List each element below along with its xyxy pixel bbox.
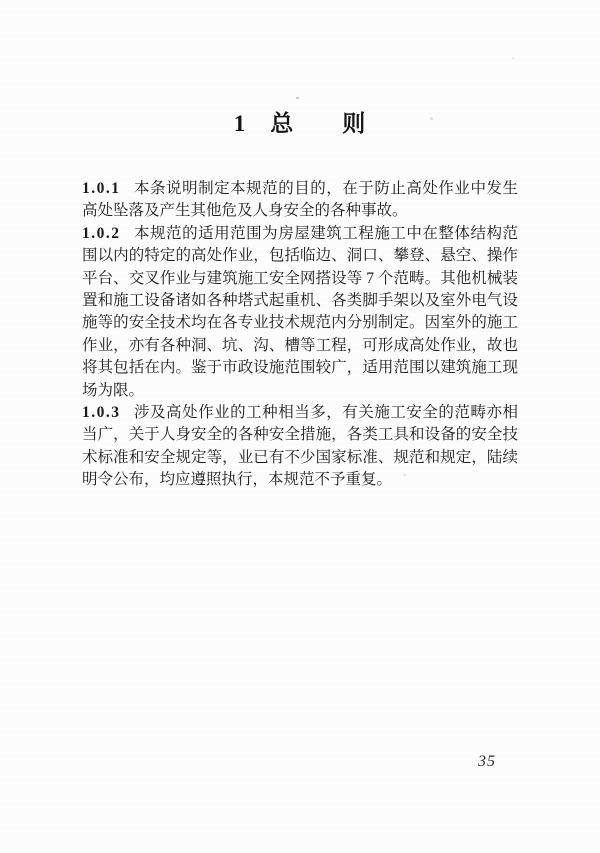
text-block bbox=[82, 0, 518, 492]
scan-speck bbox=[296, 97, 299, 99]
scan-speck bbox=[403, 474, 406, 476]
clause-text: 涉及高处作业的工种相当多，有关施工安全的范畴亦相当广，关于人身安全的各种安全措施，各类工具和设备的安全技术标准和安全规定等，业已有不少国家标准、规范和规定，陆续明令公布，均应遵照执行，本规范不予重复。 bbox=[82, 404, 518, 489]
clause-text: 本条说明制定本规范的目的，在于防止高处作业中发生高处坠落及产生其他危及人身安全的各种事故。 bbox=[82, 180, 518, 220]
scan-speck bbox=[512, 57, 514, 59]
clause-1-0-3 bbox=[82, 402, 518, 492]
clause-number: 1.0.3 bbox=[82, 404, 121, 422]
chapter-heading: 1 总 则 bbox=[233, 111, 367, 136]
clause-list bbox=[82, 178, 518, 492]
clause-1-0-1 bbox=[82, 178, 518, 223]
clause-number: 1.0.1 bbox=[82, 180, 121, 197]
clause-text: 本规范的适用范围为房屋建筑工程施工中在整体结构范围以内的特定的高处作业，包括临边、洞口、攀登、悬空、操作平台、交叉作业与建筑施工安全网搭设等 7 个范畴。其他机械装置和施工设备诸如各种塔式起重机、各类脚手架以及室外电气设施等的安全技术均在各专业技术规范内分别制定。因室外的施工作业，亦有各种洞、坑、沟、槽等工程，可形成高处作业，故也将其包括在内。鉴于市政设施范围较广，适用范围以建筑施工现场为限。 bbox=[82, 224, 518, 399]
clause-1-0-2 bbox=[82, 223, 518, 402]
scan-speck bbox=[430, 117, 433, 120]
clause-number: 1.0.2 bbox=[82, 224, 121, 242]
page-number: 35 bbox=[478, 753, 496, 770]
